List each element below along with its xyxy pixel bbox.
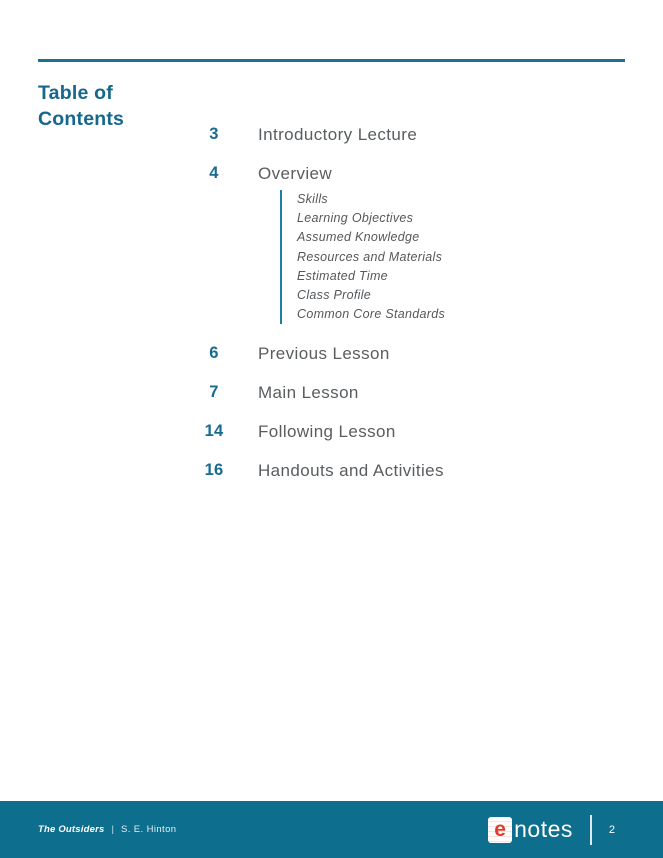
toc-subitem: Common Core Standards <box>297 307 446 322</box>
footer-divider <box>590 815 592 845</box>
toc-entry <box>199 164 332 184</box>
toc-page-number: 6 <box>209 344 219 362</box>
header-rule <box>38 59 625 62</box>
page-title: Table of Contents <box>38 82 125 130</box>
book-author: S. E. Hinton <box>120 824 177 835</box>
toc-page-number: 14 <box>204 422 224 440</box>
footer-bar <box>0 801 663 858</box>
footer-book-info <box>38 824 176 835</box>
footer-brand-area <box>488 815 663 845</box>
toc-entry <box>199 383 359 403</box>
toc-subitem: Class Profile <box>297 288 372 303</box>
toc-subitem: Skills <box>297 192 328 206</box>
toc-subitem-list <box>280 190 445 324</box>
book-title: The Outsiders <box>38 824 105 835</box>
enotes-logo-e-mark: e <box>488 817 512 843</box>
page-number: 2 <box>608 823 615 836</box>
toc-page-number: 4 <box>209 164 219 182</box>
toc-page-number: 16 <box>204 461 224 479</box>
toc-entry <box>199 461 444 481</box>
toc-entry <box>199 125 417 145</box>
enotes-logo-text: notes <box>514 816 573 842</box>
toc-subitem: Resources and Materials <box>297 249 443 264</box>
toc-entry-label: Handouts and Activities <box>258 461 444 480</box>
toc-subitem: Assumed Knowledge <box>297 230 420 245</box>
toc-subitem: Estimated Time <box>297 268 388 283</box>
toc-page-number: 3 <box>209 125 219 143</box>
footer-separator: | <box>111 824 114 835</box>
toc-entry-label: Following Lesson <box>258 422 396 441</box>
enotes-logo <box>488 816 573 843</box>
toc-subitem: Learning Objectives <box>297 211 414 226</box>
toc-entry <box>199 344 390 364</box>
toc-page-number: 7 <box>209 383 219 401</box>
toc-entry-label: Overview <box>258 164 333 183</box>
toc-entry <box>199 422 396 442</box>
toc-entry-label: Main Lesson <box>258 383 359 402</box>
toc-entry-label: Introductory Lecture <box>258 125 418 144</box>
toc-entry-label: Previous Lesson <box>258 344 390 363</box>
